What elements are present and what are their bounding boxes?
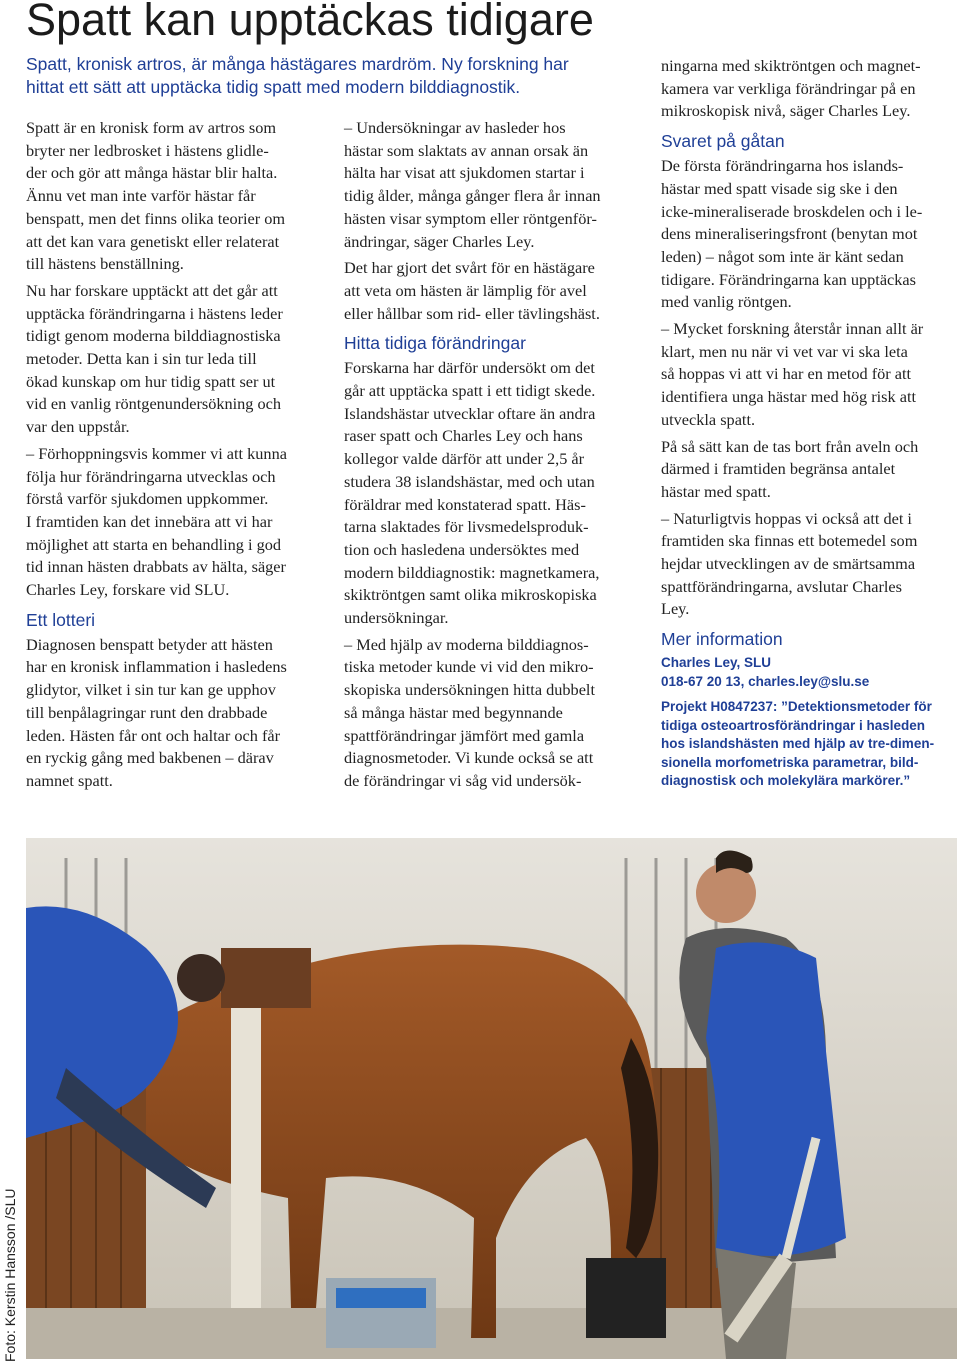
- lede-line: hittat ett sätt att upptäcka tidig spatt med modern bilddiagnostik.: [26, 77, 521, 97]
- text-line: ändringar, säger Charles Ley.: [344, 231, 535, 251]
- text-line: hästar som slaktats av annan orsak än: [344, 140, 589, 160]
- text-line: leden. Hästen får ont och haltar och får: [26, 725, 281, 745]
- text-line: skopiska undersökningen hitta dubbelt: [344, 680, 595, 700]
- text-line: att veta om hästen är lämplig för avel: [344, 280, 587, 300]
- section-heading: Hitta tidiga förändringar: [344, 333, 526, 354]
- text-line: kamera var verkliga förändringar på en: [661, 78, 916, 98]
- text-line: – Med hjälp av moderna bilddiagnos-: [344, 634, 589, 654]
- text-line: till benpålagringar runt den drabbade: [26, 702, 268, 722]
- text-line: spattförändringarna, avslutar Charles: [661, 576, 902, 596]
- paragraph: [661, 436, 956, 504]
- paragraph: [661, 318, 956, 432]
- text-line: – Förhoppningsvis kommer vi att kunna: [26, 443, 287, 463]
- text-line: tiska metoder kunde vi vid den mikro-: [344, 657, 594, 677]
- paragraph: [26, 443, 326, 602]
- text-line: kollegor valde därför att under 2,5 år: [344, 449, 585, 469]
- paragraph: [344, 117, 639, 253]
- text-line: Ley.: [661, 599, 690, 619]
- text-line: ökad kunskap om hur tidig spatt ser ut: [26, 371, 276, 391]
- text-line: framtiden ska finnas ett botemedel som: [661, 531, 918, 551]
- text-line: sionella morfometriska parametrar, bild-: [661, 754, 919, 770]
- text-line: icke-mineraliserade broskdelen och i le-: [661, 201, 923, 221]
- text-line: modern bilddiagnostik: magnetkamera,: [344, 562, 600, 582]
- text-line: mikroskopisk nivå, säger Charles Ley.: [661, 101, 911, 121]
- text-line: hälta har visat att sjukdomen startar i: [344, 163, 585, 183]
- text-line: så många hästar med begynnande: [344, 702, 563, 722]
- text-line: med vanlig röntgen.: [661, 292, 792, 312]
- paragraph: [344, 357, 639, 629]
- text-line: utveckla spatt.: [661, 409, 756, 429]
- text-line: Ännu vet man inte varför hästar får: [26, 186, 256, 206]
- text-line: tidig ålder, många gånger flera år innan: [344, 186, 601, 206]
- text-line: glidytor, vilket i sin tur kan ge upphov: [26, 680, 276, 700]
- text-line: metoder. Detta kan i sin tur leda till: [26, 349, 257, 369]
- text-line: föräldrar med konstaterad spatt. Häs-: [344, 494, 586, 514]
- text-line: ningarna med skiktröntgen och magnet-: [661, 56, 921, 75]
- text-line: dens mineraliseringsfront (benytan mot: [661, 224, 918, 244]
- text-line: raser spatt och Charles Ley och hans: [344, 426, 583, 446]
- text-line: följa hur förändringarna utvecklas och: [26, 466, 276, 486]
- project-description: [661, 698, 956, 791]
- text-line: studera 38 islandshästar, med och utan: [344, 471, 595, 491]
- xray-detector: [586, 1258, 666, 1338]
- paragraph: [26, 280, 326, 439]
- xray-stand-head: [221, 948, 311, 1008]
- text-line: så hoppas vi att vi har en metod för att: [661, 364, 912, 384]
- section-heading: Svaret på gåtan: [661, 131, 785, 152]
- contact-details: 018-67 20 13, charles.ley@slu.se: [661, 674, 870, 690]
- text-line: har en kronisk inflammation i hasledens: [26, 657, 287, 677]
- text-line: bryter ner ledbrosket i hästens glidle-: [26, 140, 269, 160]
- paragraph: [661, 155, 956, 314]
- text-line: På så sätt kan de tas bort från aveln och: [661, 436, 919, 456]
- text-line: – Naturligtvis hoppas vi också att det i: [661, 508, 912, 528]
- text-line: leden) – något som inte är känt sedan: [661, 246, 904, 266]
- text-line: tarna slaktades för livsmedelsproduk-: [344, 517, 589, 537]
- text-line: spattförändringar jämfört med gamla: [344, 725, 585, 745]
- paragraph: [344, 634, 639, 793]
- text-line: undersökningar.: [344, 608, 449, 628]
- text-line: skiktröntgen samt olika mikroskopiska: [344, 585, 597, 605]
- more-info-heading: Mer information: [661, 629, 783, 650]
- contact-name: Charles Ley, SLU: [661, 655, 772, 671]
- xray-stand-pole: [231, 1008, 261, 1308]
- text-line: tidigare. Förändringarna kan upptäckas: [661, 269, 916, 289]
- paragraph: [344, 257, 639, 325]
- paragraph: [661, 55, 956, 123]
- lede-line: Spatt, kronisk artros, är många hästägares mardröm. Ny forskning har: [26, 54, 569, 74]
- text-line: upptäcka förändringarna i hästens leder: [26, 303, 283, 323]
- text-column-3: [661, 55, 956, 791]
- article-photo: [26, 838, 957, 1359]
- text-line: möjlighet att starta en behandling i god: [26, 534, 282, 554]
- text-line: klart, men nu när vi vet var vi ska leta: [661, 341, 908, 361]
- text-line: förstå varför sjukdomen uppkommer.: [26, 489, 269, 509]
- article-title: Spatt kan upptäckas tidigare: [26, 0, 594, 45]
- text-line: identifiera unga hästar med hög risk att: [661, 387, 916, 407]
- text-line: De första förändringarna hos islands-: [661, 156, 904, 176]
- xray-generator-panel: [336, 1288, 426, 1308]
- text-line: – Mycket forskning återstår innan allt är: [661, 319, 924, 339]
- text-line: hos islandshästen med hjälp av tre-dimen-: [661, 736, 935, 752]
- text-line: Charles Ley, forskare vid SLU.: [26, 580, 230, 600]
- text-line: Det har gjort det svårt för en hästägare: [344, 258, 595, 278]
- text-line: Projekt H0847237: ”Detektionsmetoder för: [661, 699, 932, 715]
- text-line: I framtiden kan det innebära att vi har: [26, 511, 273, 531]
- paragraph: [26, 185, 326, 276]
- text-line: tion och hasledena undersöktes med: [344, 539, 580, 559]
- text-line: hästar med spatt visade sig ske i den: [661, 178, 898, 198]
- text-line: hejdar utvecklingen av de smärtsamma: [661, 554, 916, 574]
- text-line: benspatt, men det finns olika teorier om: [26, 208, 286, 228]
- text-line: en ryckig gång med bakbenen – därav: [26, 748, 274, 768]
- text-line: Diagnosen benspatt betyder att hästen: [26, 634, 273, 654]
- text-line: namnet spatt.: [26, 770, 113, 790]
- text-line: diagnosmetoder. Vi kunde också se att: [344, 748, 594, 768]
- text-line: der och gör att många hästar blir halta.: [26, 163, 278, 183]
- handler-head: [177, 954, 225, 1002]
- photo-credit: Foto: Kerstin Hansson /SLU: [2, 1188, 18, 1362]
- text-line: eller hållbar som rid- eller tävlingshäst.: [344, 303, 600, 323]
- text-line: – Undersökningar av hasleder hos: [344, 118, 566, 137]
- article-lede: [26, 53, 626, 99]
- text-line: Spatt är en kronisk form av artros som: [26, 118, 277, 137]
- text-line: vid en vanlig röntgenundersökning och: [26, 394, 282, 414]
- paragraph: [26, 117, 326, 185]
- paragraph: [661, 508, 956, 622]
- text-line: att det kan vara genetiskt eller relaterat: [26, 231, 280, 251]
- text-line: hästar med spatt.: [661, 481, 771, 501]
- text-line: hästen visar symptom eller röntgenför-: [344, 208, 597, 228]
- paragraph: [26, 634, 326, 793]
- text-line: tid innan hästen drabbats av hälta, säger: [26, 557, 286, 577]
- text-line: går att upptäcka spatt i ett tidigt skede.: [344, 381, 596, 401]
- text-line: till hästens benställning.: [26, 254, 184, 274]
- section-heading: Ett lotteri: [26, 609, 96, 630]
- text-line: Forskarna har därför undersökt om det: [344, 358, 595, 378]
- text-line: därmed i framtiden begränsa antalet: [661, 459, 896, 479]
- text-line: diagnostisk och molekylära markörer.”: [661, 773, 911, 789]
- text-line: Nu har forskare upptäckt att det går att: [26, 280, 278, 300]
- text-line: Islandshästar utvecklar oftare än andra: [344, 403, 596, 423]
- text-line: tidiga osteoartrosförändringar i hasleden: [661, 717, 926, 733]
- text-column-1: [26, 117, 326, 793]
- text-line: tidigt genom moderna bilddiagnostiska: [26, 326, 281, 346]
- text-line: de förändringar vi såg vid undersök-: [344, 770, 582, 790]
- text-line: var den uppstår.: [26, 417, 130, 437]
- text-column-2: [344, 117, 639, 793]
